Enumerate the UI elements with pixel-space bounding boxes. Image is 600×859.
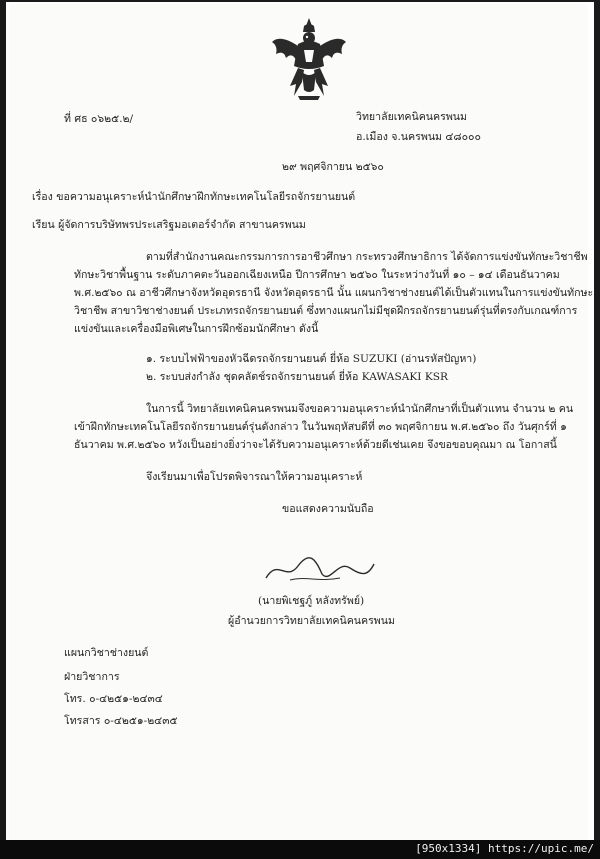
body-paragraph-2-line: ในการนี้ วิทยาลัยเทคนิคนครพนมจึงขอความอนุเคราะห์นำนักศึกษาที่เป็นตัวแทน จำนวน ๒ คน — [146, 403, 574, 415]
body-paragraph-2-line: เข้าฝึกทักษะเทคโนโลยีรถจักรยานยนต์รุ่นดังกล่าว ในวันพฤหัสบดีที่ ๓๐ พฤศจิกายน พ.ศ.๒๕๖๐ ถึง วันศุกร์ที่ ๑ — [74, 421, 567, 433]
signature-icon — [260, 552, 380, 588]
body-paragraph-1-line: วิชาชีพ สาขาวิชาช่างยนต์ ประเภทรถจักรยานยนต์ ซึ่งทางแผนกไม่มีชุดฝึกรถจักรยานยนต์รุ่นที่ตรงกับเกณฑ์การ — [74, 305, 578, 317]
letter-date: ๒๙ พฤศจิกายน ๒๕๖๐ — [282, 161, 384, 173]
fax-line: โทรสาร ๐-๔๒๕๑-๒๔๓๕ — [64, 715, 178, 727]
body-paragraph-1-line: แข่งขันและเครื่องมือพิเศษในการฝึกซ้อมนักศึกษา ดังนี้ — [74, 323, 319, 335]
letter-page — [10, 4, 594, 840]
telephone-line: โทร. ๐-๔๒๕๑-๒๔๓๔ — [64, 693, 163, 705]
body-paragraph-1-line: พ.ศ.๒๕๖๐ ณ อาชีวศึกษาจังหวัดอุดรธานี จังหวัดอุดรธานี นั้น แผนกวิชาช่างยนต์ได้เป็นตัวแทนในการแข่งขันทักษะ — [74, 287, 594, 299]
request-line: จึงเรียนมาเพื่อโปรดพิจารณาให้ความอนุเคราะห์ — [146, 471, 363, 483]
image-host-watermark: [950x1334] https://upic.me/ — [415, 842, 594, 855]
signer-title: ผู้อำนวยการวิทยาลัยเทคนิคนครพนม — [228, 615, 396, 627]
reference-number: ที่ ศธ ๐๖๒๕.๒/ — [64, 113, 134, 125]
organization-name: วิทยาลัยเทคนิคนครพนม — [356, 111, 468, 123]
list-item: ๒. ระบบส่งกำลัง ชุดคลัตช์รถจักรยานยนต์ ยี่ห้อ KAWASAKI KSR — [146, 371, 448, 383]
organization-address: อ.เมือง จ.นครพนม ๔๘๐๐๐ — [356, 131, 481, 143]
body-paragraph-1-line: ทักษะวิชาพื้นฐาน ระดับภาคตะวันออกเฉียงเหนือ ปีการศึกษา ๒๕๖๐ ในระหว่างวันที่ ๑๐ – ๑๔ เดือนธันวาคม — [74, 269, 560, 281]
signer-name: (นายพิเชฐภู์ หลังทรัพย์) — [258, 595, 365, 607]
recipient-line: เรียน ผู้จัดการบริษัทพรประเสริฐมอเตอร์จำกัด สาขานครพนม — [32, 219, 306, 231]
subject-line: เรื่อง ขอความอนุเคราะห์นำนักศึกษาฝึกทักษะเทคโนโลยีรถจักรยานยนต์ — [32, 191, 356, 203]
list-item: ๑. ระบบไฟฟ้าของหัวฉีดรถจักรยานยนต์ ยี่ห้อ SUZUKI (อ่านรหัสปัญหา) — [146, 353, 477, 365]
body-paragraph-1-line: ตามที่สำนักงานคณะกรรมการการอาชีวศึกษา กระทรวงศึกษาธิการ ได้จัดการแข่งขันทักษะวิชาชีพ — [146, 251, 588, 263]
garuda-emblem — [268, 16, 350, 106]
closing-line: ขอแสดงความนับถือ — [282, 503, 374, 515]
department-line: แผนกวิชาช่างยนต์ — [64, 647, 149, 659]
division-line: ฝ่ายวิชาการ — [64, 671, 120, 683]
body-paragraph-2-line: ธันวาคม พ.ศ.๒๕๖๐ หวังเป็นอย่างยิ่งว่าจะได้รับความอนุเคราะห์ด้วยดีเช่นเคย จึงขอขอบคุณมา ณ โอกาสนี้ — [74, 439, 557, 451]
